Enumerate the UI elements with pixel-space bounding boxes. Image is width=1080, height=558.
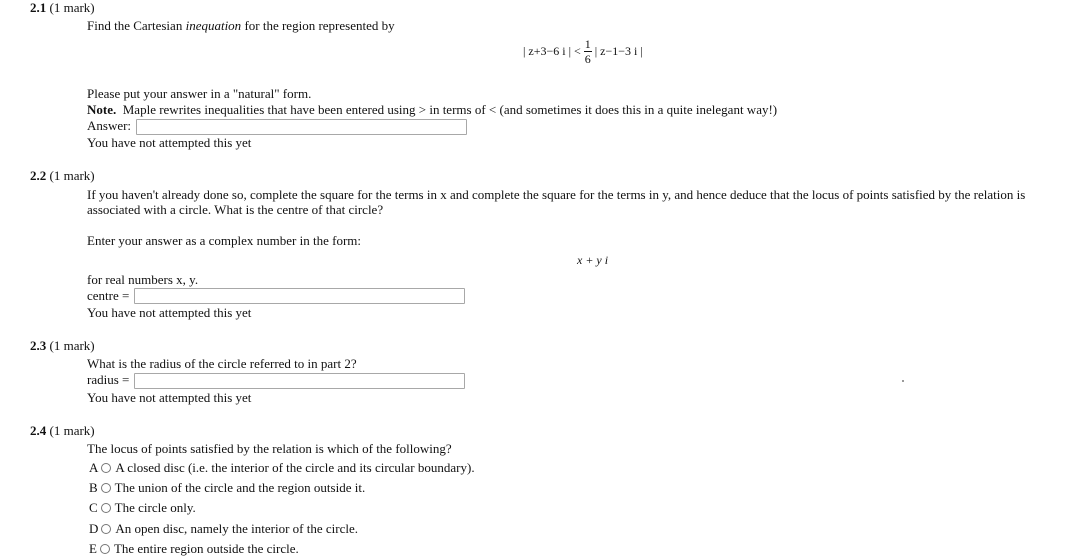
- centre-label: centre =: [87, 288, 130, 303]
- option-text: The union of the circle and the region outside it.: [114, 480, 366, 495]
- option-text: A closed disc (i.e. the interior of the circle and its circular boundary).: [115, 460, 475, 475]
- option-d[interactable]: [89, 521, 358, 537]
- option-a[interactable]: [89, 460, 475, 476]
- question-2-2-prompt-line1: If you haven't already done so, complete the square for the terms in x and complete the square for the terms in y, and hence deduce that the locus of points satisfied by the relation is: [87, 187, 1026, 202]
- natural-form-instruction: Please put your answer in a "natural" form.: [87, 86, 312, 101]
- question-marks: (1 mark): [49, 0, 95, 15]
- attempt-status: You have not attempted this yet: [87, 135, 252, 150]
- expr-right: | z−1−3 i |: [591, 44, 643, 58]
- question-marks: (1 mark): [49, 338, 95, 353]
- question-number: 2.2: [30, 168, 47, 183]
- fraction-numerator: 1: [584, 37, 591, 51]
- radio-button[interactable]: [101, 483, 111, 493]
- question-2-3-header: [30, 338, 95, 354]
- stray-dot: [902, 380, 904, 382]
- radio-button[interactable]: [101, 463, 111, 473]
- question-number: 2.1: [30, 0, 47, 15]
- maple-note: [87, 102, 777, 118]
- option-letter: B: [89, 480, 98, 495]
- radius-label: radius =: [87, 372, 130, 387]
- complex-form-expression: x + y i: [577, 253, 609, 267]
- radio-button[interactable]: [101, 503, 111, 513]
- expr-left: | z+3−6 i | <: [523, 44, 584, 58]
- option-text: An open disc, namely the interior of the circle.: [115, 521, 358, 536]
- question-2-2-header: [30, 168, 95, 184]
- fraction-one-sixth: [584, 37, 592, 66]
- option-text: The entire region outside the circle.: [113, 541, 299, 556]
- answer-label: Answer:: [87, 118, 132, 133]
- note-label: Note.: [87, 102, 117, 117]
- real-numbers-note: for real numbers x, y.: [87, 272, 199, 287]
- question-number: 2.4: [30, 423, 47, 438]
- complex-form-instruction: Enter your answer as a complex number in the form:: [87, 233, 361, 248]
- option-letter: E: [89, 541, 97, 556]
- note-text: Maple rewrites inequalities that have been entered using > in terms of < (and sometimes it does this in a quite inelegant way!): [116, 102, 778, 117]
- question-2-1-prompt: Find the Cartesian inequation for the region represented by: [87, 18, 395, 33]
- question-2-4-prompt: The locus of points satisfied by the relation is which of the following?: [87, 441, 452, 456]
- question-marks: (1 mark): [49, 168, 95, 183]
- fraction-denominator: 6: [584, 52, 591, 66]
- option-c[interactable]: [89, 500, 196, 516]
- question-number: 2.3: [30, 338, 47, 353]
- inequality-expression: [523, 37, 643, 66]
- question-2-3-prompt: What is the radius of the circle referred to in part 2?: [87, 356, 357, 371]
- option-text: The circle only.: [114, 500, 196, 515]
- radio-button[interactable]: [100, 544, 110, 554]
- answer-input[interactable]: [136, 119, 467, 135]
- question-marks: (1 mark): [49, 423, 95, 438]
- option-letter: C: [89, 500, 98, 515]
- question-2-2-prompt-line2: associated with a circle. What is the centre of that circle?: [87, 202, 384, 217]
- option-letter: A: [89, 460, 99, 475]
- option-b[interactable]: [89, 480, 365, 496]
- question-2-4-header: [30, 423, 95, 439]
- attempt-status: You have not attempted this yet: [87, 390, 252, 405]
- attempt-status: You have not attempted this yet: [87, 305, 252, 320]
- radio-button[interactable]: [101, 524, 111, 534]
- question-2-1-header: [30, 0, 95, 16]
- centre-input[interactable]: [134, 288, 465, 304]
- option-letter: D: [89, 521, 99, 536]
- option-e[interactable]: [89, 541, 299, 557]
- radius-input[interactable]: [134, 373, 465, 389]
